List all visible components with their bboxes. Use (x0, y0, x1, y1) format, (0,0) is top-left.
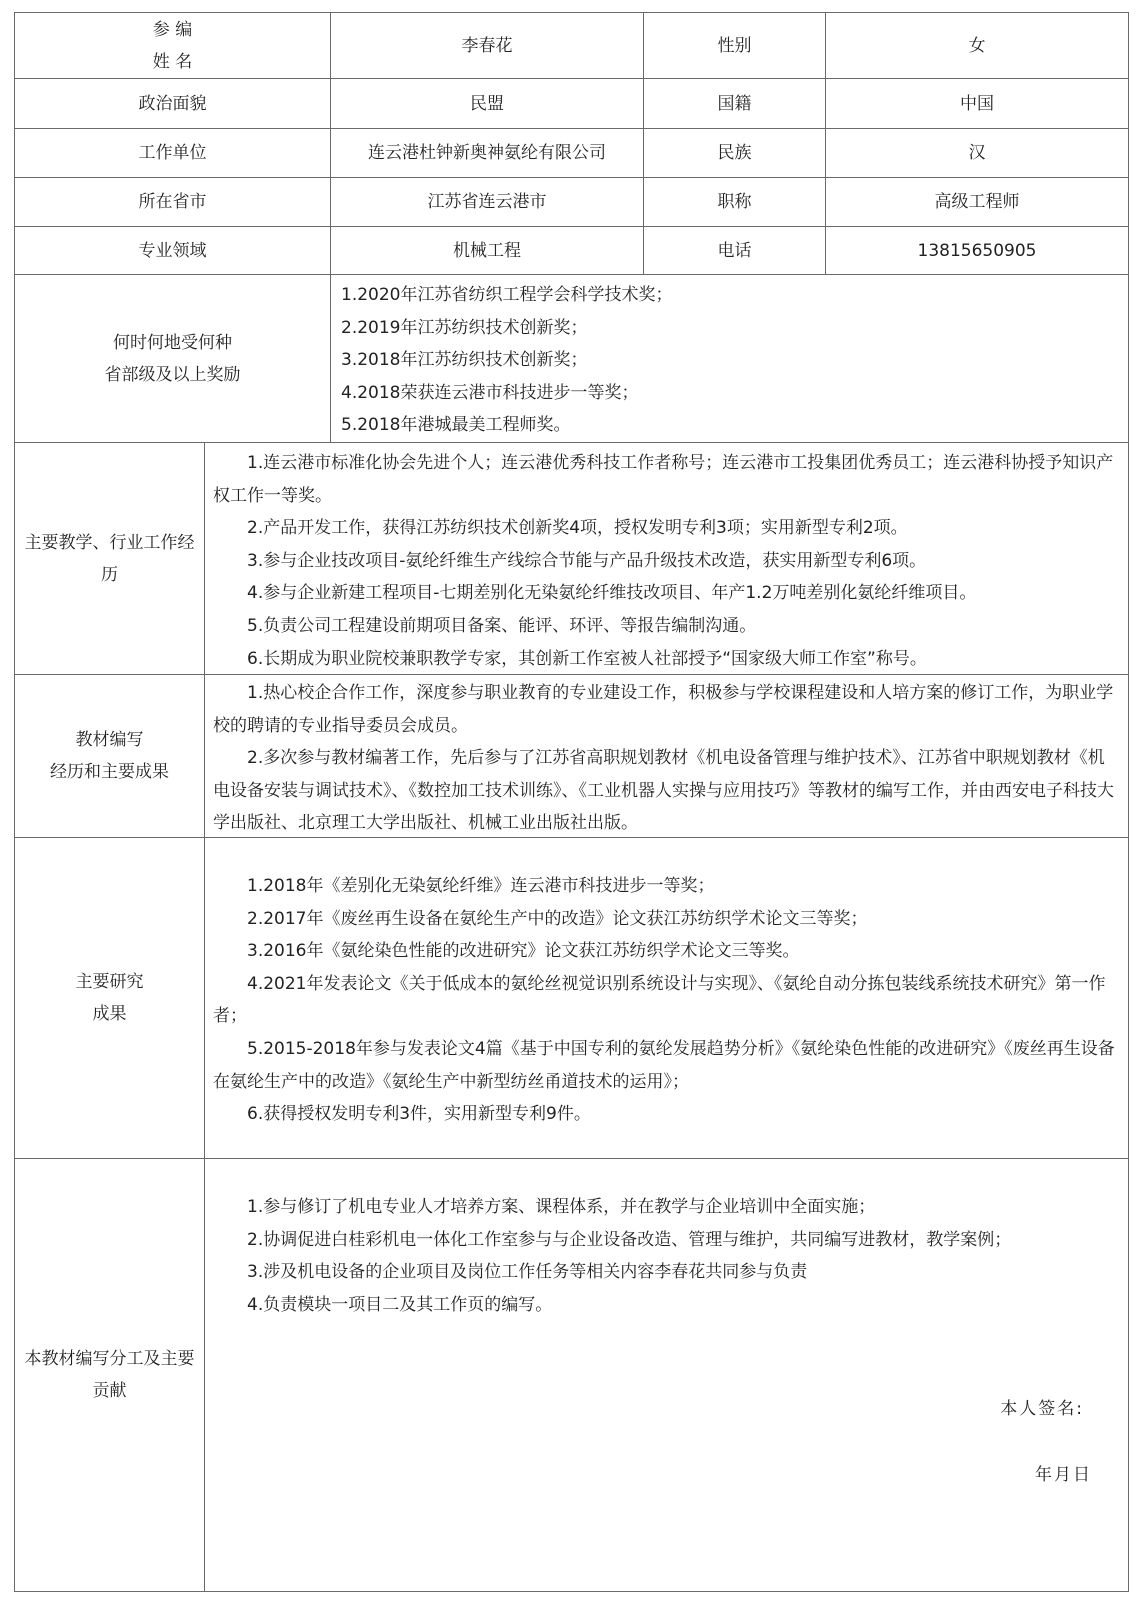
experience-item: 5.负责公司工程建设前期项目备案、能评、环评、等报告编制沟通。 (247, 615, 757, 636)
ethnicity-value-cell (826, 129, 1128, 178)
signature-label: 本人签名: (1000, 1399, 1084, 1419)
job-title-value: 高级工程师 (934, 192, 1020, 212)
textbook-item: 2.多次参与教材编著工作，先后参与了江苏省高职规划教材《机电设备管理与维护技术》、江苏省中职规划教材《机电设备安装与调试技术》、《数控加工技术训练》、《工业机器人实操与应用技巧》等教材的编写工作，并由西安电子科技大学出版社、北京理工大学出版社、机械工业出版社出版。 (213, 748, 1114, 834)
research-label-line2: 成果 (92, 1004, 127, 1024)
experience-label-line2: 历 (101, 564, 118, 585)
personnel-info-form (14, 12, 1129, 1592)
award-item: 4.2018荣获连云港市科技进步一等奖； (341, 382, 639, 403)
textbook-item: 1.热心校企合作工作，深度参与职业教育的专业建设工作，积极参与学校课程建设和人培方案的修订工作，为职业学校的聘请的专业指导委员会成员。 (213, 683, 1114, 736)
location-label: 所在省市 (138, 192, 207, 212)
phone-label: 电话 (717, 240, 752, 261)
contribution-label-cell (15, 1159, 205, 1591)
awards-list-cell (331, 275, 1128, 443)
field-label-cell (15, 227, 331, 275)
gender-value: 女 (968, 35, 986, 56)
field-label: 专业领域 (138, 240, 207, 261)
research-item: 4.2021年发表论文《关于低成本的氨纶丝视觉识别系统设计与实现》、《氨纶自动分拣包装线系统技术研究》第一作者； (213, 973, 1106, 1027)
research-item: 2.2017年《废丝再生设备在氨纶生产中的改造》论文获江苏纺织学术论文三等奖； (247, 908, 868, 929)
gender-value-cell (826, 13, 1128, 79)
awards-label-cell (15, 275, 331, 443)
experience-item: 3.参与企业技改项目-氨纶纤维生产线综合节能与产品升级技术改造，获实用新型专利6项。 (247, 550, 927, 571)
research-item: 6.获得授权发明专利3件，实用新型专利9件。 (247, 1104, 591, 1125)
textbook-label-line2: 经历和主要成果 (50, 762, 169, 782)
nationality-label: 国籍 (717, 93, 752, 114)
job-title-label: 职称 (717, 192, 752, 212)
textbook-label-line1: 教材编写 (75, 730, 144, 750)
ethnicity-label: 民族 (717, 143, 752, 163)
location-value-cell (331, 178, 644, 227)
research-item: 3.2016年《氨纶染色性能的改进研究》论文获江苏纺织学术论文三等奖。 (247, 941, 800, 962)
contribution-content-cell (205, 1159, 1128, 1591)
experience-item: 6.长期成为职业院校兼职教学专家，其创新工作室被人社部授予“国家级大师工作室”称号。 (247, 648, 927, 669)
award-item: 3.2018年江苏纺织技术创新奖； (341, 350, 588, 371)
contribution-item: 1.参与修订了机电专业人才培养方案、课程体系，并在教学与企业培训中全面实施； (247, 1197, 876, 1217)
research-content-cell (205, 838, 1128, 1159)
name-value: 李春花 (461, 35, 513, 56)
experience-item: 2.产品开发工作，获得江苏纺织技术创新奖4项，授权发明专利3项；实用新型专利2项。 (247, 518, 908, 539)
experience-item: 1.连云港市标准化协会先进个人；连云港优秀科技工作者称号；连云港市工投集团优秀员工；连云港科协授予知识产权工作一等奖。 (213, 453, 1114, 506)
nationality-value-cell (826, 79, 1128, 129)
date-label: 年月日 (1035, 1465, 1092, 1485)
experience-label-line1: 主要教学、行业工作经 (24, 532, 195, 553)
employer-value-cell (331, 129, 644, 178)
contribution-item: 4.负责模块一项目二及其工作页的编写。 (247, 1294, 553, 1315)
contribution-label-line2: 贡献 (92, 1381, 127, 1401)
field-value-cell (331, 227, 644, 275)
gender-label-cell (644, 13, 826, 79)
location-value: 江苏省连云港市 (427, 192, 547, 212)
contribution-item: 3.涉及机电设备的企业项目及岗位工作任务等相关内容李春花共同参与负责 (247, 1262, 808, 1283)
phone-label-cell (644, 227, 826, 275)
experience-content-cell (205, 443, 1128, 675)
politics-label-cell (15, 79, 331, 129)
job-title-label-cell (644, 178, 826, 227)
nationality-value: 中国 (960, 93, 994, 114)
award-item: 5.2018年港城最美工程师奖。 (341, 415, 571, 436)
research-label-line1: 主要研究 (75, 972, 144, 992)
gender-label: 性别 (717, 35, 752, 56)
location-label-cell (15, 178, 331, 227)
phone-value: 13815650905 (917, 240, 1037, 261)
name-value-cell (331, 13, 644, 79)
name-label-cell (15, 13, 331, 79)
phone-value-cell (826, 227, 1128, 275)
field-value: 机械工程 (453, 240, 521, 261)
politics-label: 政治面貌 (138, 93, 207, 114)
employer-label-cell (15, 129, 331, 178)
employer-label: 工作单位 (138, 143, 207, 163)
award-item: 1.2020年江苏省纺织工程学会科学技术奖； (341, 285, 673, 305)
awards-label-line2: 省部级及以上奖励 (104, 364, 241, 385)
nationality-label-cell (644, 79, 826, 129)
textbook-label-cell (15, 675, 205, 838)
research-label-cell (15, 838, 205, 1159)
ethnicity-value: 汉 (968, 143, 986, 163)
award-item: 2.2019年江苏纺织技术创新奖； (341, 317, 588, 338)
research-item: 1.2018年《差别化无染氨纶纤维》连云港市科技进步一等奖； (247, 876, 715, 896)
politics-value-cell (331, 79, 644, 129)
job-title-value-cell (826, 178, 1128, 227)
ethnicity-label-cell (644, 129, 826, 178)
contribution-item: 2.协调促进白桂彩机电一体化工作室参与与企业设备改造、管理与维护，共同编写进教材，教学案例； (247, 1229, 1012, 1250)
name-label-line1: 参 编 (152, 19, 193, 40)
experience-label-cell (15, 443, 205, 675)
name-label-line2: 姓 名 (152, 51, 193, 72)
contribution-label-line1: 本教材编写分工及主要 (24, 1349, 195, 1369)
employer-value: 连云港杜钟新奥神氨纶有限公司 (368, 143, 606, 163)
experience-item: 4.参与企业新建工程项目-七期差别化无染氨纶纤维技改项目、年产1.2万吨差别化氨纶纤维项目。 (247, 583, 977, 604)
research-item: 5.2015-2018年参与发表论文4篇《基于中国专利的氨纶发展趋势分析》《氨纶染色性能的改进研究》《废丝再生设备在氨纶生产中的改造》《氨纶生产中新型纺丝甬道技术的运用》； (213, 1038, 1115, 1092)
textbook-content-cell (205, 675, 1128, 838)
awards-label-line1: 何时何地受何种 (113, 332, 232, 353)
politics-value: 民盟 (470, 93, 504, 114)
